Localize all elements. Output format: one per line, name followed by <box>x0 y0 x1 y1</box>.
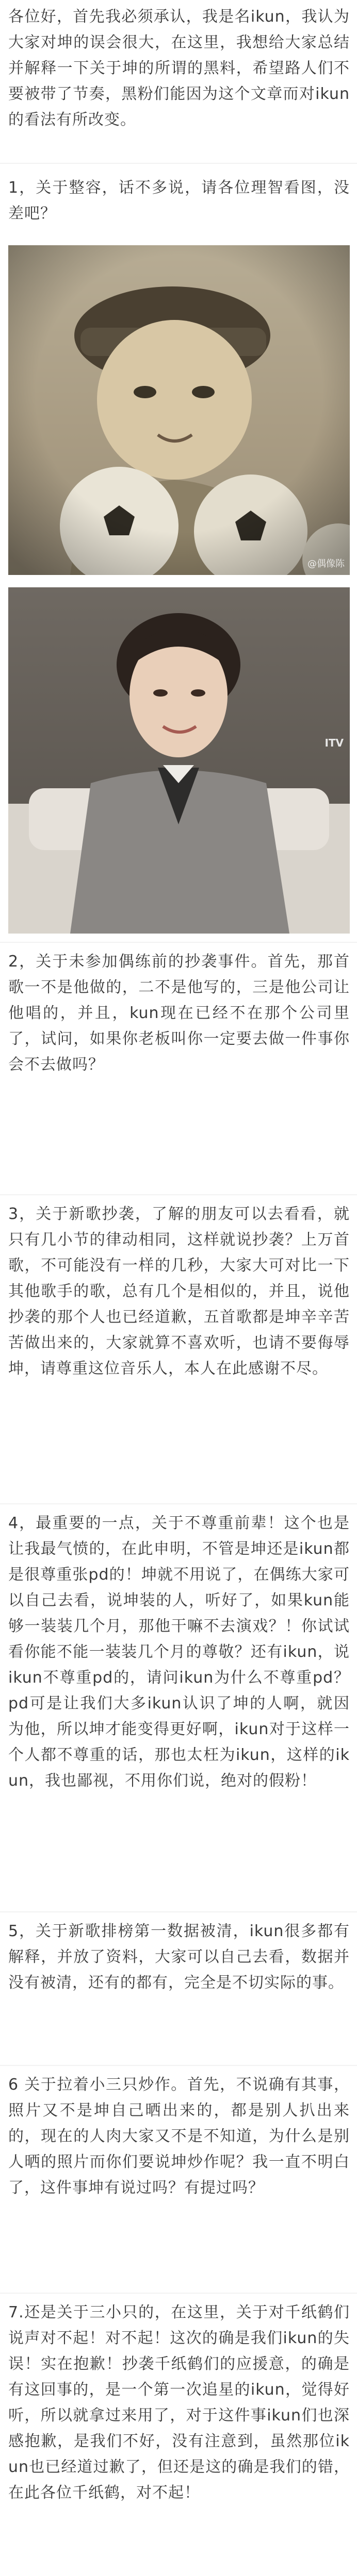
divider <box>0 1911 357 1912</box>
divider <box>0 2293 357 2294</box>
point-7-apology: 7.还是关于三小只的，在这里，关于对千纸鹤们说声对不起！对不起！这次的确是我们ikun的失误！实在抱歉！抄袭千纸鹤们的应援意，的确是有这回事的，是一个第一次追星的ikun，觉得好听，所以就拿过来用了，对于这件事ikun们也深感抱歉，是我们不好，没有注意到，虽然那位ikun也已经道过歉了，但还是这的确是我们的错，在此各位千纸鹤，对不起！ <box>8 2303 350 2502</box>
point-2-plagiarism-before: 2，关于未参加偶练前的抄袭事件。首先，那首歌一不是他做的，二不是他写的，三是他公司让他唱的，并且，kun现在已经不在那个公司里了，试问，如果你老板叫你一定要去做一件事你会不去做吗？ <box>8 953 350 1074</box>
photo-watermark: @偶像陈 <box>307 558 345 569</box>
divider <box>0 942 357 943</box>
childhood-photo-image <box>8 245 350 575</box>
divider <box>0 163 357 164</box>
tv-logo: ITV <box>324 737 344 749</box>
divider <box>0 1503 357 1504</box>
point-5-chart-data: 5，关于新歌排榜第一数据被清，ikun很多都有解释，并放了资料，大家可以自己去看，数据并没有被清，还有的都有，完全是不切实际的事。 <box>8 1922 350 1992</box>
point-6-hype-accusation: 6 关于拉着小三只炒作。首先，不说确有其事，照片又不是坤自己晒出来的，都是别人扒出来的，现在的人肉大家又不是不知道，为什么是别人晒的照片而你们要说坤炒作呢？我一直不明白了，这件事坤有说过吗？有提过吗？ <box>8 2076 350 2197</box>
adult-photo-image <box>8 587 350 934</box>
point-4-respect-seniors: 4，最重要的一点，关于不尊重前辈！这个也是让我最气愤的，在此申明，不管是坤还是ikun都是很尊重张pd的！坤就不用说了，在偶练大家可以自己去看，说坤装的人，听好了，如果kun能够一装装几个月，那他干嘛不去演戏？！你试试看你能不能一装装几个月的尊敬？还有ikun，说ikun不尊重pd的，请问ikun为什么不尊重pd？pd可是让我们大多ikun认识了坤的人啊，就因为他，所以坤才能变得更好啊，ikun对于这样一个人都不尊重的话，那也太枉为ikun，这样的ikun，我也鄙视，不用你们说，绝对的假粉！ <box>8 1514 350 1790</box>
divider <box>0 2065 357 2066</box>
adult-photo <box>8 587 350 934</box>
point-1-plastic-surgery: 1，关于整容，话不多说，请各位理智看图，没差吧？ <box>8 179 350 223</box>
intro-paragraph: 各位好，首先我必须承认，我是名ikun，我认为大家对坤的误会很大，在这里，我想给大家总结并解释一下关于坤的所谓的黑料，希望路人们不要被带了节奏，黑粉们能因为这个文章而对ikun的看法有所改变。 <box>8 8 350 129</box>
point-3-new-song-plagiarism: 3，关于新歌抄袭，了解的朋友可以去看看，就只有几小节的律动相同，这样就说抄袭？上万首歌，不可能没有一样的几秒，大家大可对比一下其他歌手的歌，总有几个是相似的，并且，说他抄袭的那个人也已经道歉，五首歌都是坤辛辛苦苦做出来的，大家就算不喜欢听，也请不要侮辱坤，请尊重这位音乐人，本人在此感谢不尽。 <box>8 1205 350 1378</box>
divider <box>0 1194 357 1195</box>
childhood-photo <box>8 245 350 575</box>
